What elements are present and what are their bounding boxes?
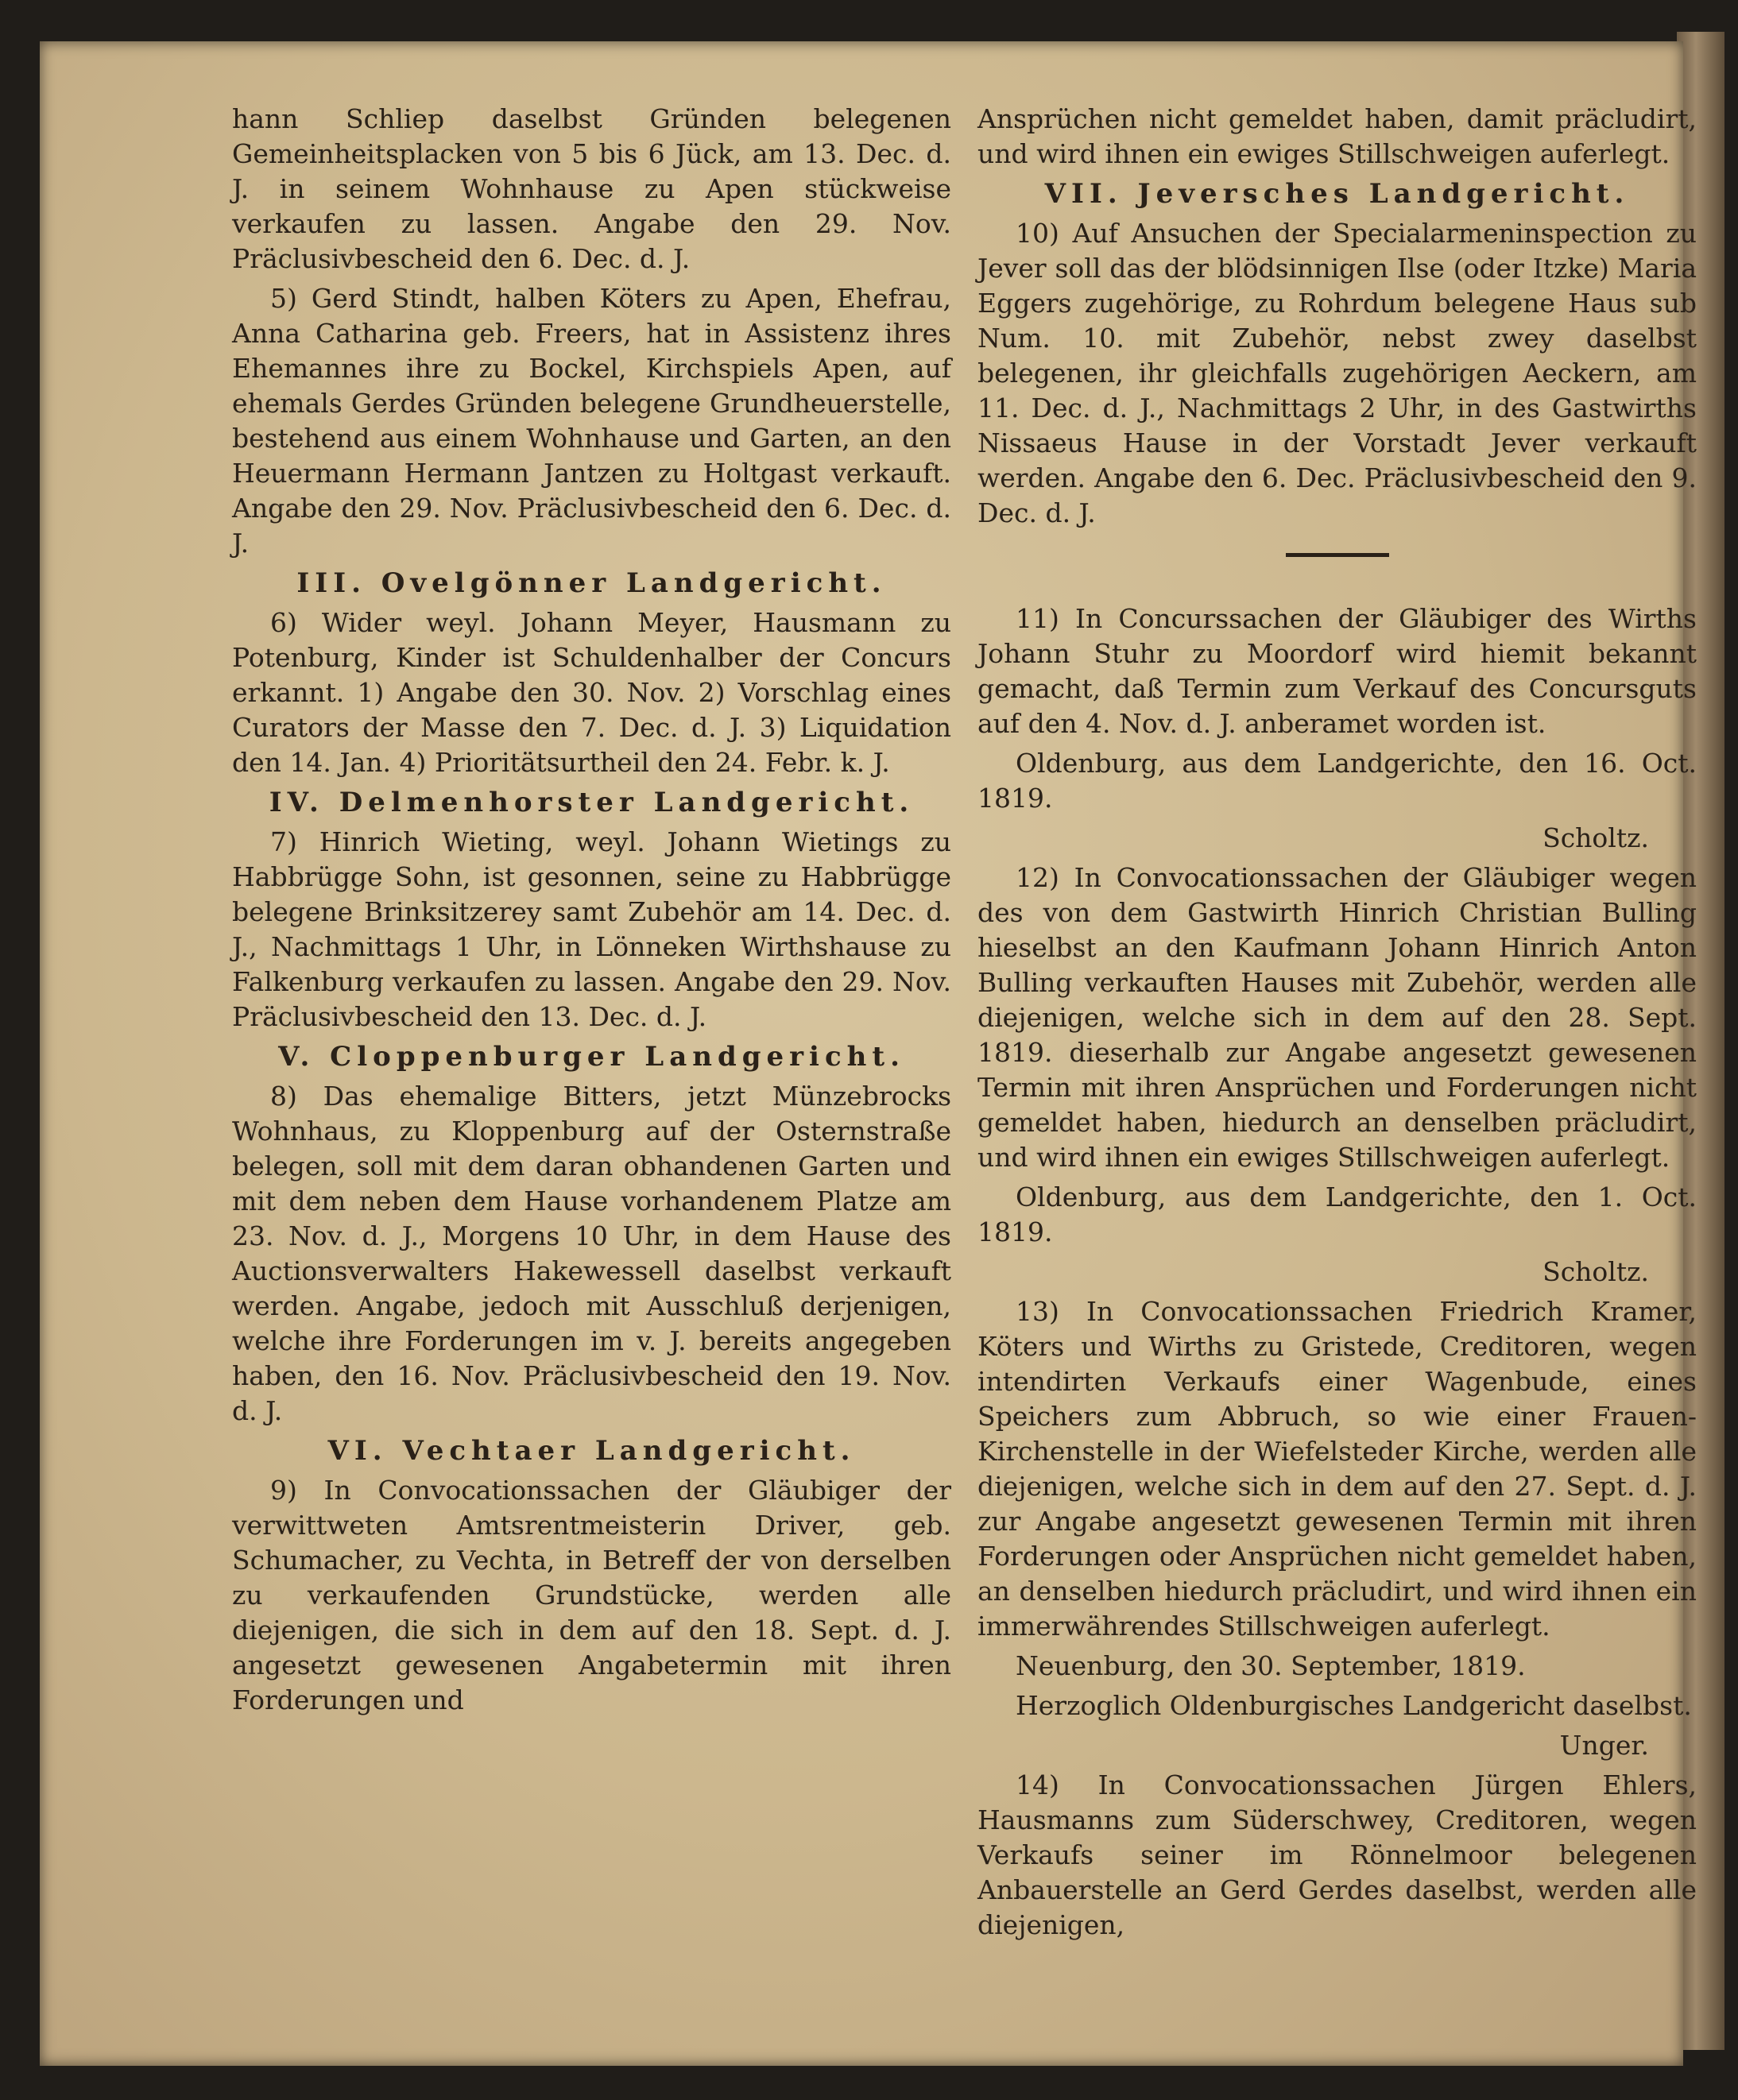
- notice-13-court: Herzoglich Oldenburgisches Landgericht daselbst.: [1016, 1690, 1692, 1721]
- section-heading-v: V. Cloppenburger Landgericht.: [278, 1041, 905, 1073]
- notice-8: 8) Das ehemalige Bitters, jetzt Münzebrocks Wohnhaus, zu Kloppenburg auf der Osternstraße belegen, soll mit dem daran obhandenen Garten und mit dem neben dem Hause vorhandenem Platze am 23. Nov. d. J., Morgens 10 Uhr, in dem Hause des Auctionsverwalters Hakewessell daselbst verkauft werden. Angabe, jedoch mit Ausschluß derjenigen, welche ihre Forderungen im v. J. bereits angegeben haben, den 16. Nov. Präclusivbescheid den 19. Nov. d. J.: [232, 1081, 951, 1426]
- notice-5: 5) Gerd Stindt, halben Köters zu Apen, Ehefrau, Anna Catharina geb. Freers, hat in Assistenz ihres Ehemannes ihre zu Bockel, Kirchspiels Apen, auf ehemals Gerdes Gründen belegene Grundheuerstelle, bestehend aus einem Wohnhause und Garten, an den Heuermann Hermann Jantzen zu Holtgast verkauft. Angabe den 29. Nov. Präclusivbescheid den 6. Dec. d. J.: [232, 283, 951, 559]
- notice-12: 12) In Convocationssachen der Gläubiger wegen des von dem Gastwirth Hinrich Christian Bulling hieselbst an den Kaufmann Johann Hinrich Anton Bulling verkauften Hauses mit Zubehör, werden alle diejenigen, welche sich in dem auf den 28. Sept. 1819. dieserhalb zur Angabe angesetzt gewesenen Termin mit ihren Ansprüchen und Forderungen nicht gemeldet haben, hiedurch an denselben präcludirt, und wird ihnen ein ewiges Stillschweigen auferlegt.: [977, 862, 1697, 1173]
- section-heading-vii: VII. Jeversches Landgericht.: [1044, 178, 1630, 210]
- notice-11-signature: Scholtz.: [1543, 822, 1649, 853]
- notice-14: 14) In Convocationssachen Jürgen Ehlers, Hausmanns zum Süderschwey, Creditoren, wegen Verkaufs seiner im Rönnelmoor belegenen Anbauerstelle an Gerd Gerdes daselbst, werden alle diejenigen,: [977, 1769, 1697, 1940]
- notice-9: 9) In Convocationssachen der Gläubiger der verwittweten Amtsrentmeisterin Driver, geb. Schumacher, zu Vechta, in Betreff der von derselben zu verkaufenden Grundstücke, werden alle diejenigen, die sich in dem auf den 18. Sept. d. J. angesetzt gewesenen Angabetermin mit ihren Forderungen und: [232, 1475, 951, 1715]
- notice-13-signature: Unger.: [1559, 1730, 1649, 1761]
- notice-11-place-date: Oldenburg, aus dem Landgerichte, den 16. Oct. 1819.: [977, 748, 1697, 814]
- notice-7: 7) Hinrich Wieting, weyl. Johann Wietings zu Habbrügge Sohn, ist gesonnen, seine zu Habbrügge belegene Brinksitzerey samt Zubehör am 14. Dec. d. J., Nachmittags 1 Uhr, in Lönneken Wirthshause zu Falkenburg verkaufen zu lassen. Angabe den 29. Nov. Präclusivbescheid den 13. Dec. d. J.: [232, 826, 951, 1032]
- section-heading-iv: IV. Delmenhorster Landgericht.: [269, 787, 915, 818]
- notice-10: 10) Auf Ansuchen der Specialarmeninspection zu Jever soll das der blödsinnigen Ilse (oder Itzke) Maria Eggers zugehörige, zu Rohrdum belegene Haus sub Num. 10. mit Zubehör, nebst zwey daselbst belegenen, ihr gleichfalls zugehörigen Aeckern, am 11. Dec. d. J., Nachmittags 2 Uhr, in des Gastwirths Nissaeus Hause in der Vorstadt Jever verkauft werden. Angabe den 6. Dec. Präclusivbescheid den 9. Dec. d. J.: [977, 218, 1697, 528]
- notice-12-signature: Scholtz.: [1543, 1256, 1649, 1287]
- notice-12-place-date: Oldenburg, aus dem Landgerichte, den 1. Oct. 1819.: [977, 1181, 1697, 1247]
- continuation-paragraph: Ansprüchen nicht gemeldet haben, damit präcludirt, und wird ihnen ein ewiges Stillschweigen auferlegt.: [977, 103, 1697, 169]
- section-heading-vi: VI. Vechtaer Landgericht.: [327, 1435, 856, 1467]
- left-column: [232, 102, 951, 1897]
- continuation-paragraph: hann Schliep daselbst Gründen belegenen Gemeinheitsplacken von 5 bis 6 Jück, am 13. Dec. d. J. in seinem Wohnhause zu Apen stückweise verkaufen zu lassen. Angabe den 29. Nov. Präclusivbescheid den 6. Dec. d. J.: [232, 103, 951, 274]
- right-column: [977, 102, 1697, 1940]
- notice-13: 13) In Convocationssachen Friedrich Kramer, Köters und Wirths zu Gristede, Creditoren, wegen intendirten Verkaufs einer Wagenbude, eines Speichers zum Abbruch, so wie einer Frauen-Kirchenstelle in der Wiefelsteder Kirche, werden alle diejenigen, welche sich in dem auf den 27. Sept. d. J. zur Angabe angesetzt gewesenen Termin mit ihren Forderungen oder Ansprüchen nicht gemeldet haben, an denselben hiedurch präcludirt, und wird ihnen ein immerwährendes Stillschweigen auferlegt.: [977, 1296, 1697, 1642]
- section-heading-iii: III. Ovelgönner Landgericht.: [296, 567, 887, 599]
- notice-11: 11) In Concurssachen der Gläubiger des Wirths Johann Stuhr zu Moordorf wird hiemit bekannt gemacht, daß Termin zum Verkauf des Concursguts auf den 4. Nov. d. J. anberamet worden ist.: [977, 603, 1697, 739]
- notice-13-place-date: Neuenburg, den 30. September, 1819.: [1016, 1650, 1526, 1681]
- notice-6: 6) Wider weyl. Johann Meyer, Hausmann zu Potenburg, Kinder ist Schuldenhalber der Concurs erkannt. 1) Angabe den 30. Nov. 2) Vorschlag eines Curators der Masse den 7. Dec. d. J. 3) Liquidation den 14. Jan. 4) Prioritätsurtheil den 24. Febr. k. J.: [232, 607, 951, 778]
- section-divider: [1286, 553, 1389, 557]
